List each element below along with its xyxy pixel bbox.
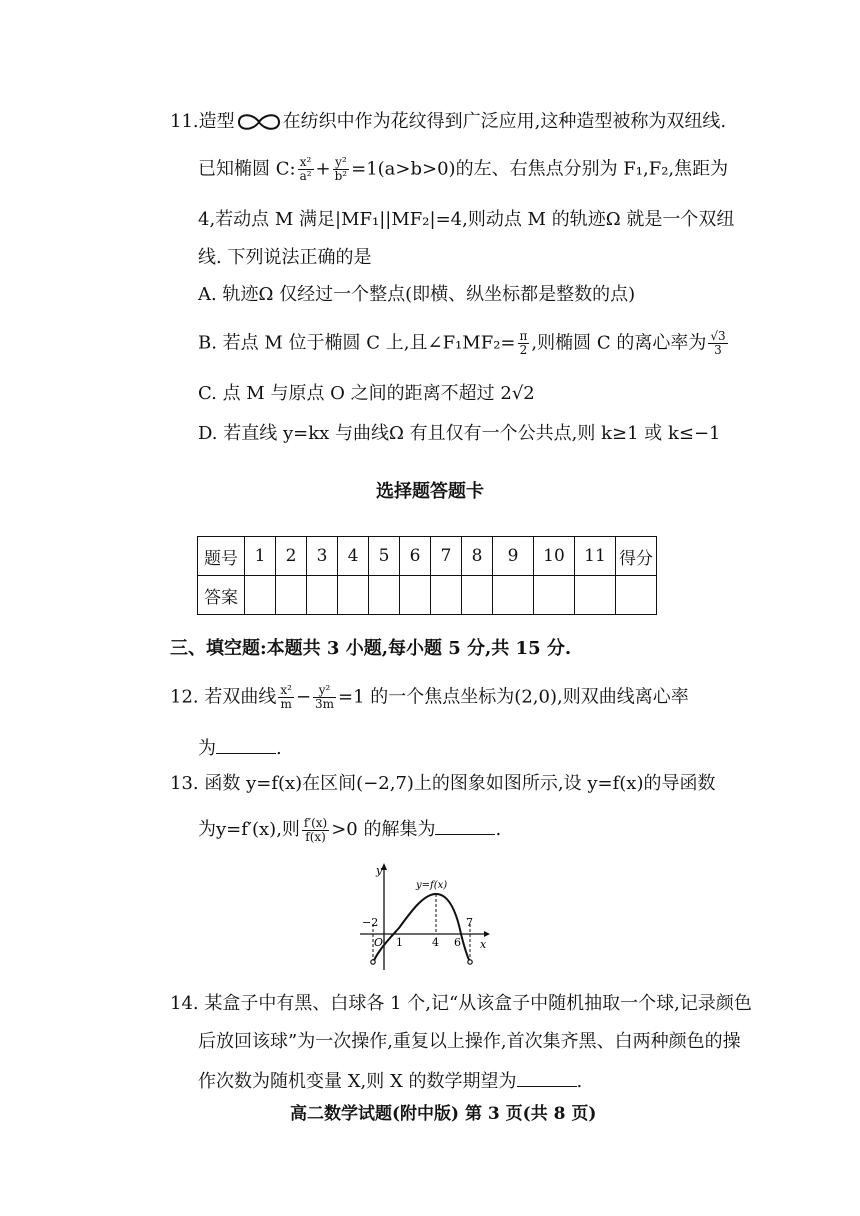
answer-card-table (197, 536, 657, 615)
x-axis-arrow-icon (484, 931, 490, 937)
tick-label: −2 (362, 916, 379, 929)
lemniscate-icon (235, 111, 283, 133)
answer-cell[interactable] (307, 576, 338, 615)
table-cell: 9 (493, 537, 534, 576)
fraction: $\frac{\text{y²}}{3m}$ (315, 683, 335, 711)
answer-cell[interactable] (338, 576, 369, 615)
q11-option-b: B. 若点 M 位于椭圆 C 上,且∠F₁MF₂= $\frac{\pi}{2}$ ,则椭圆 C 的离心率为 $\frac{√3}{3}$ (198, 329, 726, 357)
tick-label: O (374, 936, 384, 949)
table-row (198, 537, 657, 576)
fraction: $\frac{\pi}{2}$ (519, 329, 528, 357)
q11-option-a: A. 轨迹Ω 仅经过一个整点(即横、纵坐标都是整数的点) (198, 284, 636, 305)
table-cell: 3 (307, 537, 338, 576)
q11-option-d: D. 若直线 y=kx 与曲线Ω 有且仅有一个公共点,则 k≥1 或 k≤−1 (198, 423, 721, 444)
endpoint-marker (468, 960, 472, 964)
tick-label: 4 (432, 936, 439, 949)
answer-cell[interactable] (431, 576, 462, 615)
fraction: $\frac{\text{x²}}{m}$ (280, 683, 292, 711)
table-cell: 2 (276, 537, 307, 576)
q13-line2: 为y=f′(x),则 $\frac{f'(x)}{f(x)}$ >0 的解集为 . (198, 815, 502, 844)
q11-line2: 已知椭圆 C: $\frac{\text{x²}}{\text{a²}}$ + $\frac{\text{y²}}{\text{b²}}$ =1(a>b>0)的左、右焦点分别为 F₁,F₂,焦距为 (198, 155, 729, 183)
q13-line1: 13. 函数 y=f(x)在区间(−2,7)上的图象如图所示,设 y=f(x)的导函数 (170, 773, 716, 794)
fraction: $\frac{f'(x)}{f(x)}$ (303, 815, 328, 844)
answer-cell[interactable] (369, 576, 400, 615)
curve-label: y=f(x) (416, 880, 448, 891)
table-cell: 1 (245, 537, 276, 576)
tick-label: 6 (454, 936, 461, 949)
page-footer: 高二数学试题(附中版) 第 3 页(共 8 页) (290, 1104, 597, 1124)
q11-option-c: C. 点 M 与原点 O 之间的距离不超过 2√2 (198, 383, 535, 404)
q14-line2: 后放回该球”为一次操作,重复以上操作,首次集齐黑、白两种颜色的操 (198, 1031, 741, 1052)
table-cell: 题号 (198, 537, 245, 576)
table-cell: 答案 (198, 576, 245, 615)
fraction: $\frac{\text{y²}}{\text{b²}}$ (334, 155, 348, 183)
x-axis-label: x (480, 938, 487, 951)
q12-line1: 12. 若双曲线 $\frac{\text{x²}}{m}$ − $\frac{\text{y²}}{3m}$ =1 的一个焦点坐标为(2,0),则双曲线离心率 (170, 683, 689, 711)
answer-blank[interactable] (517, 1068, 577, 1087)
fraction: $\frac{√3}{3}$ (710, 329, 726, 357)
answer-cell[interactable] (575, 576, 616, 615)
answer-card-title: 选择题答题卡 (376, 481, 484, 502)
y-axis-label: y (376, 864, 383, 877)
answer-cell[interactable] (276, 576, 307, 615)
table-cell: 8 (462, 537, 493, 576)
endpoint-marker (371, 960, 375, 964)
function-graph (356, 858, 506, 974)
tick-label: 1 (396, 936, 403, 949)
table-cell: 6 (400, 537, 431, 576)
table-cell: 7 (431, 537, 462, 576)
answer-cell[interactable] (534, 576, 575, 615)
table-cell: 4 (338, 537, 369, 576)
table-cell: 11 (575, 537, 616, 576)
tick-label: 7 (466, 916, 473, 929)
q11-line3: 4,若动点 M 满足|MF₁||MF₂|=4,则动点 M 的轨迹Ω 就是一个双纽 (198, 209, 735, 230)
q11-line1: 11.造型 在纺织中作为花纹得到广泛应用,这种造型被称为双纽线. (170, 111, 727, 132)
answer-cell[interactable] (462, 576, 493, 615)
q14-line3: 作次数为随机变量 X,则 X 的数学期望为 . (198, 1068, 582, 1094)
table-cell: 5 (369, 537, 400, 576)
table-cell: 10 (534, 537, 575, 576)
answer-blank[interactable] (216, 735, 276, 754)
q12-line2: 为 . (198, 735, 282, 761)
q14-line1: 14. 某盒子中有黑、白球各 1 个,记“从该盒子中随机抽取一个球,记录颜色 (170, 993, 752, 1014)
q11-line4: 线. 下列说法正确的是 (198, 247, 372, 268)
answer-cell[interactable] (493, 576, 534, 615)
table-row (198, 576, 657, 615)
answer-cell[interactable] (245, 576, 276, 615)
section-heading: 三、填空题:本题共 3 小题,每小题 5 分,共 15 分. (170, 638, 572, 659)
table-cell: 得分 (616, 537, 657, 576)
function-curve (373, 894, 470, 962)
fraction: $\frac{\text{x²}}{\text{a²}}$ (299, 155, 312, 183)
answer-blank[interactable] (435, 816, 495, 835)
answer-cell[interactable] (400, 576, 431, 615)
answer-cell[interactable] (616, 576, 657, 615)
